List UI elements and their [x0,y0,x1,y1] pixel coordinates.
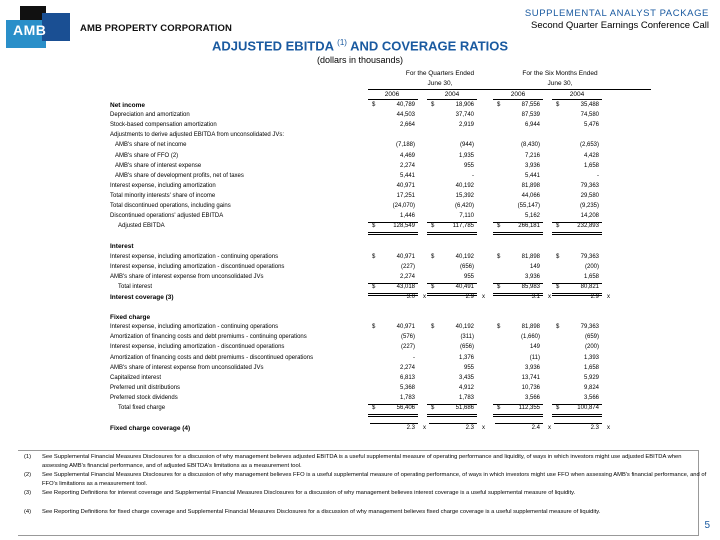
cell-value: 6,813 [399,374,415,381]
row-label: Fixed charge coverage (4) [110,425,191,433]
cell-value: 15,392 [455,192,474,199]
row-label: AMB's share of interest expense [115,162,202,169]
cell-value: 2,919 [458,122,474,129]
cell-value: 128,549 [393,223,415,230]
dollar-sign: $ [556,223,560,230]
title-footnote-ref: (1) [337,38,347,47]
package-title: SUPPLEMENTAL ANALYST PACKAGE [524,8,709,19]
title-part2: AND COVERAGE RATIOS [350,38,509,54]
cell-value: 7,216 [524,152,540,159]
row-label: Depreciation and amortization [110,112,190,119]
table-row [0,153,720,162]
cell-value: 1,446 [399,213,415,220]
cell-value: (11) [529,354,540,361]
cell-value: 1,935 [458,152,474,159]
ratio-suffix: x [548,425,551,432]
cell-value: 1,658 [583,273,599,280]
cell-value: 1,658 [583,162,599,169]
cell-value: (2,653) [579,142,599,149]
cell-value: 40,971 [396,182,415,189]
table-row [0,142,720,151]
cell-value: 3.0 [406,293,415,300]
dollar-sign: $ [431,324,435,331]
table-row [0,284,720,293]
cell-value: 44,503 [396,112,415,119]
table-row [0,193,720,202]
cell-value: 81,898 [521,182,540,189]
dollar-sign: $ [497,283,501,290]
table-row [0,405,720,414]
table-row [0,314,720,323]
cell-value: (6,420) [454,203,474,209]
year-rule-1 [368,99,418,100]
dollar-sign: $ [372,405,376,411]
table-row [0,385,720,394]
dollar-sign: $ [431,102,435,108]
table-row [0,102,720,111]
row-label: Interest expense, including amortization - continuing operations [110,324,279,331]
dollar-sign: $ [372,253,376,260]
cell-value: (8,430) [520,142,540,149]
row-label: AMB's share of net income [115,142,187,149]
row-label: AMB's share of interest expense from unconsolidated JVs [110,364,264,371]
year-rule-2 [427,99,477,100]
cell-value: 3,936 [524,162,540,169]
dollar-sign: $ [431,223,435,230]
dollar-sign: $ [372,283,376,290]
cell-value: 74,580 [580,112,599,119]
ratio-suffix: x [607,293,610,300]
year-rule-4 [552,99,602,100]
cell-value: (227) [400,344,415,351]
table-row [0,274,720,283]
row-label: Adjusted EBITDA [118,223,165,230]
cell-value: 112,355 [518,405,540,411]
dollar-sign: $ [372,102,376,108]
company-name: AMB PROPERTY CORPORATION [80,23,232,34]
year-rule-3 [493,99,543,100]
group1-header: For the Quarters Ended [405,70,475,77]
cell-value: 3.1 [531,293,540,300]
cell-value: 40,789 [396,102,415,108]
row-label: AMB's share of interest expense from unconsolidated JVs [110,273,264,280]
cell-value: 40,192 [455,182,474,189]
row-label: Stock-based compensation amortization [110,122,217,129]
row-label: Capitalized interest [110,374,162,381]
cell-value: 3,936 [524,273,540,280]
table-row [0,344,720,353]
row-label: Interest coverage (3) [110,293,174,301]
cell-value: - [413,354,415,361]
table-row [0,254,720,263]
cell-value: 85,983 [521,283,540,290]
dollar-sign: $ [497,223,501,230]
cell-value: 4,428 [583,152,599,159]
row-label: Total minority interests' share of income [110,192,216,199]
coverage-rule [495,423,543,424]
cell-value: - [472,172,474,179]
table-row [0,233,720,242]
cell-value: (7,188) [395,142,415,149]
table-row [0,223,720,232]
cell-value: 80,821 [580,283,599,290]
group2-header: For the Six Months Ended [522,70,598,77]
cell-value: 2,664 [399,122,415,129]
page-number: 5 [704,520,710,531]
table-row [0,264,720,273]
row-label: Amortization of financing costs and debt premiums - discontinued operations [110,354,314,361]
footnote-number: (3) [24,490,32,496]
table-row [0,395,720,404]
table-row [0,112,720,121]
cell-value: (9,235) [579,203,599,209]
page-title [0,38,720,53]
cell-value: 51,686 [455,405,474,411]
dollar-sign: $ [372,223,376,230]
cell-value: (656) [459,344,474,351]
cell-value: 2,274 [399,162,415,169]
cell-value: 4,912 [458,384,474,391]
cell-value: 955 [463,273,474,280]
cell-value: (55,147) [517,203,540,209]
row-label: Total interest [118,283,153,290]
cell-value: - [597,172,599,179]
cell-value: 5,368 [399,384,415,391]
cell-value: (576) [400,334,415,341]
footnote-text: See Supplemental Financial Measures Disclosures for a discussion of why management believes adjusted EBITDA is a useful supplemental measure of operating performance and liquidity, of ways in which investors might use adjusted EBITDA when assessing AMB's financial performance, and of adjusted EBITDA's limitations as a measurement tool. [42,454,682,469]
ratio-suffix: x [423,425,426,432]
row-label: Fixed charge [110,314,151,322]
cell-value: 2.4 [531,425,540,432]
row-label: Interest expense, including amortization - discontinued operations [110,263,285,270]
cell-value: 2.3 [406,425,415,432]
cell-value: (659) [584,334,599,341]
cell-value: 9,824 [583,384,599,391]
cell-value: 1,658 [583,364,599,371]
table-row [0,163,720,172]
cell-value: 149 [529,263,540,270]
dollar-sign: $ [431,253,435,260]
ratio-suffix: x [482,293,485,300]
ratio-suffix: x [548,293,551,300]
table-row [0,334,720,343]
footnote-text: See Reporting Definitions for fixed charge coverage and Supplemental Financial Measures Disclosures for a discussion of why management believes fixed charge coverage is a useful supplemental measure of liquidity. [42,509,601,515]
row-label: Adjustments to derive adjusted EBITDA from unconsolidated JVs: [110,132,285,139]
ratio-suffix: x [482,425,485,432]
cell-value: 18,906 [455,102,474,108]
coverage-rule [370,423,418,424]
table-row [0,173,720,182]
cell-value: 40,971 [396,324,415,331]
cell-value: 44,066 [521,192,540,199]
cell-value: 2.9 [465,293,474,300]
cell-value: (227) [400,263,415,270]
dollar-sign: $ [497,102,501,108]
cell-value: 13,741 [521,374,540,381]
cell-value: 81,898 [521,324,540,331]
cell-value: (200) [584,344,599,351]
cell-value: 2.9 [590,293,599,300]
dollar-sign: $ [556,283,560,290]
cell-value: (656) [459,263,474,270]
cell-value: (944) [459,142,474,149]
cell-value: 5,162 [524,213,540,220]
table-row [0,294,720,303]
table-row [0,365,720,374]
cell-value: 40,491 [455,283,474,290]
row-label: Preferred unit distributions [110,384,181,391]
cell-value: (24,070) [392,203,415,209]
cell-value: 35,488 [580,102,599,108]
cell-value: 5,441 [524,172,540,179]
ratio-suffix: x [423,293,426,300]
cell-value: 5,441 [399,172,415,179]
row-label: Interest [110,243,134,251]
dollar-sign: $ [497,324,501,331]
row-label: Interest expense, including amortization - continuing operations [110,253,279,260]
logo-text: AMB [13,22,47,38]
footnote-text: See Reporting Definitions for interest coverage and Supplemental Financial Measures Disclosures for a discussion of why management believes interest coverage is a useful supplemental measure of liquidity. [42,490,576,496]
row-label: Amortization of financing costs and debt premiums - continuing operations [110,334,307,341]
dollar-sign: $ [556,102,560,108]
cell-value: 29,580 [580,192,599,199]
dollar-sign: $ [431,283,435,290]
dollar-sign: $ [431,405,435,411]
group2-rule [493,89,651,90]
page-subtitle: (dollars in thousands) [316,55,404,65]
cell-value: 3,936 [524,364,540,371]
group2-subheader: June 30, [547,80,573,87]
table-row [0,132,720,141]
coverage-rule [429,423,477,424]
dollar-sign: $ [556,253,560,260]
footnote-number: (1) [24,454,32,460]
row-label: Total fixed charge [118,405,166,411]
cell-value: 40,192 [455,324,474,331]
dollar-sign: $ [556,405,560,411]
table-row [0,203,720,212]
cell-value: 79,363 [580,324,599,331]
group1-subheader: June 30, [427,80,453,87]
cell-value: 40,971 [396,253,415,260]
table-row [0,122,720,131]
row-label: Interest expense, including amortization [110,182,216,189]
table-row [0,183,720,192]
cell-value: 6,944 [524,122,540,129]
cell-value: 2.3 [465,425,474,432]
cell-value: 56,406 [396,405,415,411]
cell-value: 87,556 [521,102,540,108]
cell-value: 2.3 [590,425,599,432]
dollar-sign: $ [497,253,501,260]
cell-value: 955 [463,364,474,371]
table-row [0,415,720,424]
row-label: Net income [110,102,146,109]
cell-value: 5,929 [583,374,599,381]
cell-value: 1,783 [399,394,415,401]
row-label: Total discontinued operations, including gains [110,203,231,209]
table-row [0,213,720,222]
cell-value: 955 [463,162,474,169]
row-label: Interest expense, including amortization - discontinued operations [110,344,285,351]
year-col-2: 2004 [444,91,460,98]
group1-rule [368,89,508,90]
cell-value: 266,181 [518,223,540,230]
dollar-sign: $ [372,324,376,331]
year-col-4: 2004 [569,91,585,98]
table-row [0,425,720,434]
table-row [0,304,720,313]
table-row [0,243,720,252]
table-row [0,355,720,364]
cell-value: 100,874 [577,405,599,411]
cell-value: (311) [460,334,474,341]
footnote-number: (4) [24,509,32,515]
cell-value: 79,363 [580,253,599,260]
row-label: AMB's share of FFO (2) [115,152,179,159]
cell-value: 2,274 [399,364,415,371]
coverage-rule [554,423,602,424]
footnote-text: See Supplemental Financial Measures Disclosures for a discussion of why management believes FFO is a useful supplemental measure of operating performance, of ways in which investors might use FFO when assessing AMB's financial performance, and of FFO's limitations as a measurement tool. [42,472,707,487]
cell-value: 10,736 [521,384,540,391]
cell-value: 149 [529,344,540,351]
year-col-3: 2006 [510,91,526,98]
row-label: Discontinued operations' adjusted EBITDA [110,213,224,220]
cell-value: 5,476 [583,122,599,129]
cell-value: 87,539 [521,112,540,119]
cell-value: 2,274 [399,273,415,280]
cell-value: 4,469 [399,152,415,159]
dollar-sign: $ [556,324,560,331]
cell-value: (200) [584,263,599,270]
event-title: Second Quarter Earnings Conference Call [531,20,709,31]
cell-value: 3,566 [524,394,540,401]
title-part1: ADJUSTED EBITDA [211,38,334,54]
cell-value: 37,740 [455,112,474,119]
cell-value: (1,660) [520,334,540,341]
year-col-1: 2006 [384,91,400,98]
cell-value: 117,785 [452,223,474,230]
cell-value: 43,018 [396,283,415,290]
cell-value: 1,376 [458,354,474,361]
row-label: Preferred stock dividends [110,394,178,401]
table-row [0,324,720,333]
cell-value: 81,898 [521,253,540,260]
cell-value: 40,192 [455,253,474,260]
table-row [0,375,720,384]
cell-value: 79,363 [580,182,599,189]
cell-value: 232,893 [577,223,599,230]
cell-value: 7,110 [459,213,474,220]
cell-value: 3,566 [583,394,599,401]
row-label: AMB's share of development profits, net of taxes [115,172,244,179]
cell-value: 17,251 [396,192,415,199]
dollar-sign: $ [497,405,501,411]
cell-value: 3,435 [458,374,474,381]
cell-value: 1,783 [458,394,474,401]
cell-value: 14,208 [580,213,599,220]
cell-value: 1,393 [583,354,599,361]
ratio-suffix: x [607,425,610,432]
footnote-number: (2) [24,472,32,478]
